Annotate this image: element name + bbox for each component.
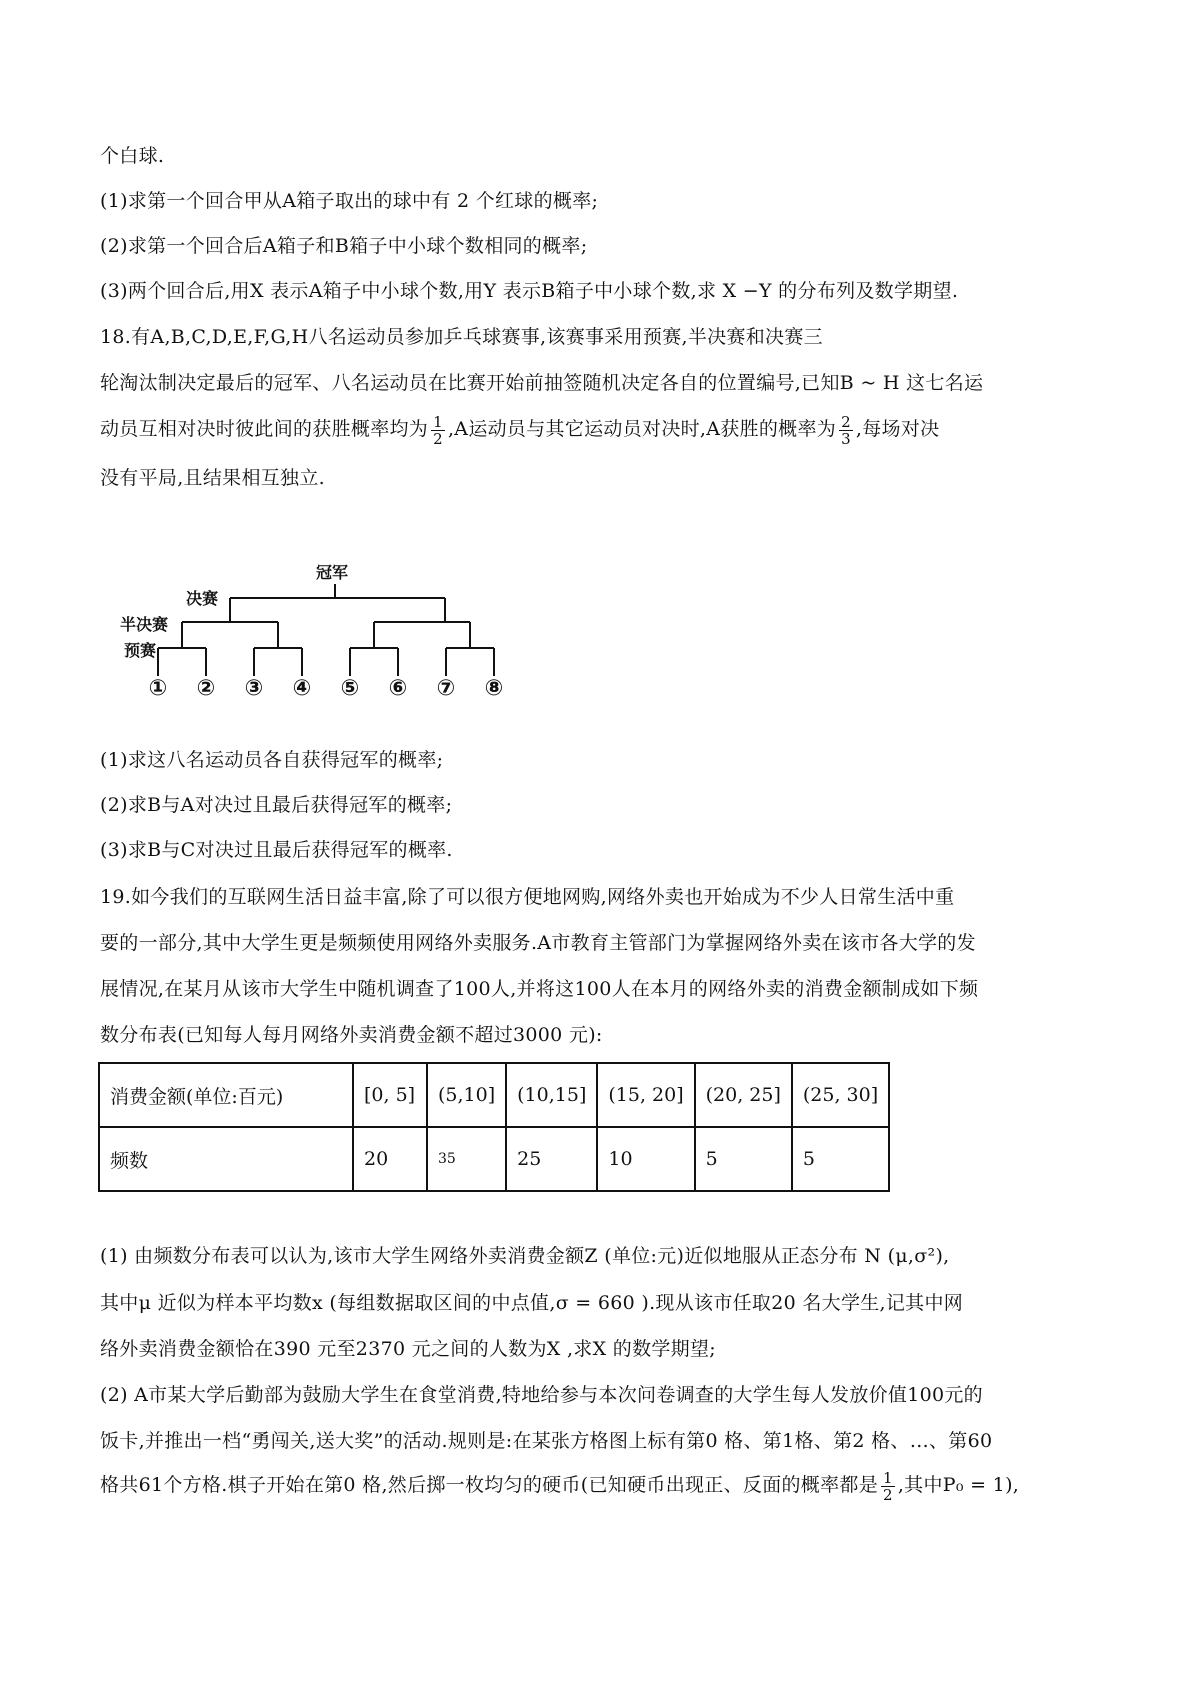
q19-p1-line2: 其中μ 近似为样本平均数x (每组数据取区间的中点值,σ = 660 ).现从该市任取20 名大学生,记其中网 — [100, 1292, 964, 1314]
bracket-label-final: 决赛 — [186, 589, 219, 608]
table-cell: 5 — [695, 1127, 792, 1191]
bracket-position-8: ⑧ — [484, 676, 504, 701]
tournament-bracket-diagram — [120, 560, 560, 730]
q18-line3-c: ,每场对决 — [855, 418, 940, 440]
table-cell: 5 — [792, 1127, 889, 1191]
q17-part3: (3)两个回合后,用X 表示A箱子中小球个数,用Y 表示B箱子中小球个数,求 X −Y 的分布列及数学期望. — [100, 280, 959, 302]
fraction-numerator: 2 — [841, 412, 851, 431]
text-line: 个白球. — [100, 145, 165, 167]
bracket-position-3: ③ — [244, 676, 264, 701]
q18-line4: 没有平局,且结果相互独立. — [100, 467, 325, 489]
q19-p2-line3 — [100, 1468, 1110, 1503]
bracket-label-champion: 冠军 — [316, 563, 349, 582]
bracket-position-4: ④ — [292, 676, 312, 701]
table-cell: (10,15] — [506, 1063, 597, 1127]
fraction-one-half — [431, 414, 445, 447]
q18-part1: (1)求这八名运动员各自获得冠军的概率; — [100, 749, 444, 771]
fraction-two-thirds — [839, 414, 853, 447]
q18-line2: 轮淘汰制决定最后的冠军、八名运动员在比赛开始前抽签随机决定各自的位置编号,已知B ~ H 这七名运 — [100, 372, 984, 394]
fraction-denominator: 3 — [841, 429, 851, 448]
q18-line3-a: 动员互相对决时彼此间的获胜概率均为 — [100, 418, 429, 440]
q19-line4: 数分布表(已知每人每月网络外卖消费金额不超过3000 元): — [100, 1024, 603, 1046]
table-cell: (15, 20] — [597, 1063, 694, 1127]
bracket-position-2: ② — [196, 676, 216, 701]
table-cell: [0, 5] — [353, 1063, 427, 1127]
table-cell: 20 — [353, 1127, 427, 1191]
bracket-position-5: ⑤ — [340, 676, 360, 701]
q18-part2: (2)求B与A对决过且最后获得冠军的概率; — [100, 794, 453, 816]
q18-part3: (3)求B与C对决过且最后获得冠军的概率. — [100, 839, 453, 861]
table-row — [99, 1063, 889, 1127]
q19-line3: 展情况,在某月从该市大学生中随机调查了100人,并将这100人在本月的网络外卖的消费金额制成如下频 — [100, 978, 979, 1000]
q17-part2: (2)求第一个回合后A箱子和B箱子中小球个数相同的概率; — [100, 235, 588, 257]
q18-line1: 18.有A,B,C,D,E,F,G,H八名运动员参加乒乓球赛事,该赛事采用预赛,半决赛和决赛三 — [100, 326, 823, 348]
q19-p1-line1: (1) 由频数分布表可以认为,该市大学生网络外卖消费金额Z (单位:元)近似地服从正态分布 N (μ,σ²), — [100, 1245, 950, 1267]
q18-line3 — [100, 412, 1110, 447]
table-cell: 10 — [597, 1127, 694, 1191]
table-cell: 35 — [427, 1127, 506, 1191]
fraction-one-half — [881, 1470, 895, 1503]
q19-p2-line3-a: 格共61个方格.棋子开始在第0 格,然后掷一枚均匀的硬币(已知硬币出现正、反面的概率都是 — [100, 1474, 878, 1496]
q18-line3-b: ,A运动员与其它运动员对决时,A获胜的概率为 — [447, 418, 837, 440]
q19-line2: 要的一部分,其中大学生更是频频使用网络外卖服务.A市教育主管部门为掌握网络外卖在该市各大学的发 — [100, 932, 976, 954]
table-row — [99, 1127, 889, 1191]
fraction-numerator: 1 — [883, 1468, 893, 1487]
bracket-label-semifinal: 半决赛 — [120, 615, 169, 634]
bracket-position-6: ⑥ — [388, 676, 408, 701]
q19-p2-line1: (2) A市某大学后勤部为鼓励大学生在食堂消费,特地给参与本次问卷调查的大学生每人发放价值100元的 — [100, 1384, 983, 1406]
fraction-denominator: 2 — [883, 1485, 893, 1504]
fraction-numerator: 1 — [433, 412, 443, 431]
table-cell: (5,10] — [427, 1063, 506, 1127]
q19-line1: 19.如今我们的互联网生活日益丰富,除了可以很方便地网购,网络外卖也开始成为不少人日常生活中重 — [100, 886, 955, 908]
q19-p2-line2: 饭卡,并推出一档“勇闯关,送大奖”的活动.规则是:在某张方格图上标有第0 格、第1格、第2 格、…、第60 — [100, 1430, 993, 1452]
frequency-table — [98, 1062, 890, 1192]
bracket-position-1: ① — [148, 676, 168, 701]
table-header-cell: 频数 — [99, 1127, 353, 1191]
table-cell: 25 — [506, 1127, 597, 1191]
table-header-cell: 消费金额(单位:百元) — [99, 1063, 353, 1127]
bracket-position-7: ⑦ — [436, 676, 456, 701]
table-cell: (20, 25] — [695, 1063, 792, 1127]
q17-part1: (1)求第一个回合甲从A箱子取出的球中有 2 个红球的概率; — [100, 190, 599, 212]
fraction-denominator: 2 — [433, 429, 443, 448]
bracket-label-prelim: 预赛 — [124, 641, 157, 660]
q19-p1-line3: 络外卖消费金额恰在390 元至2370 元之间的人数为X ,求X 的数学期望; — [100, 1338, 716, 1360]
table-cell: (25, 30] — [792, 1063, 889, 1127]
q19-p2-line3-b: ,其中P₀ = 1), — [897, 1474, 1020, 1496]
